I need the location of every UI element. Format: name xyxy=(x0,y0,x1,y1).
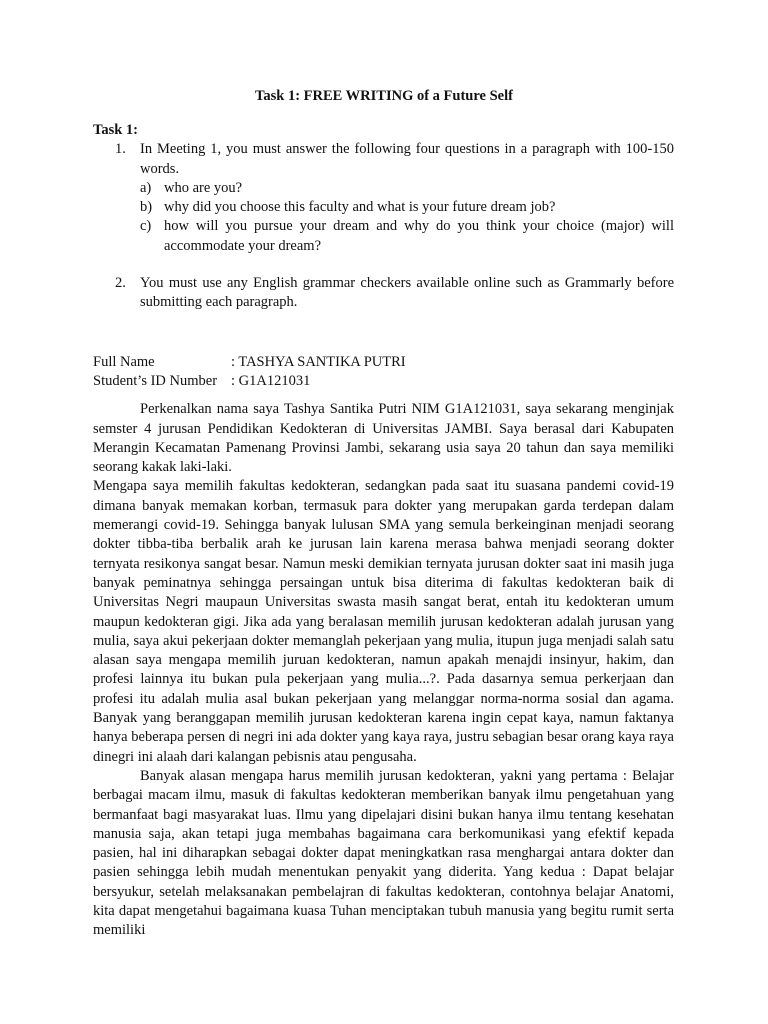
question-item xyxy=(93,198,674,217)
task-heading: Task 1: xyxy=(93,122,139,138)
instruction-number: 2. xyxy=(115,275,126,292)
paragraph-reason: Mengapa saya memilih fakultas kedokteran, sedangkan pada saat itu suasana pandemi covid-19 dimana banyak memakan korban, termasuk para dokter yang merupakan garda terdepan dalam memerangi covid-19. Sehingga banyak lulusan SMA yang semula berkeinginan menjadi seorang dokter tibba-tiba berbalik arah ke jurusan lain karena merasa bahwa menjadi seorang dokter ternyata resikonya sangat besar. Namun meski demikian ternyata jurusan dokter saat ini masih juga banyak peminatnya sehingga persaingan untuk bisa diterima di fakultas kedokteran baik di Universitas Negri maupaun Universitas swasta masih sangat berat, entah itu kedokteran umum maupun kedokteran gigi. Jika ada yang beralasan memilih jurusan kedokteran adalah jurusan yang mulia, saya akui pekerjaan dokter memanglah pekerjaan yang mulia, itupun juga menjadi salah satu alasan saya mengapa memilih juruan kedokteran, namun apakah menajdi insinyur, hakim, dan profesi lainnya itu bukan pula pekerjaan yang mulia...?. Pada dasarnya semua perkerjaan dan profesi itu adalah mulia asal bukan pekerjaan yang melanggar norma-norma sosial dan agama. Banyak yang beranggapan memilih jurusan kedokteran karena ingin cepat kaya, namun faktanya hanya beberapa persen di negri ini ada dokter yang kaya raya, justru sebagian besar orang kaya raya dinegri ini alaah dari kalangan pebisnis atau pengusaha. xyxy=(93,478,674,765)
full-name-label: Full Name xyxy=(93,353,155,370)
student-id-label: Student’s ID Number xyxy=(93,372,218,389)
paragraph-introduction: Perkenalkan nama saya Tashya Santika Putri NIM G1A121031, saya sekarang menginjak semster 4 jurusan Pendidikan Kedokteran di Universitas JAMBI. Saya berasal dari Kabupaten Merangin Kecamatan Pamenang Provinsi Jambi, sekarang usia saya 20 tahun dan saya memiliki seorang kakak laki-laki. xyxy=(93,401,674,476)
student-id-row xyxy=(93,372,674,391)
document-body xyxy=(93,121,674,941)
question-text: why did you choose this faculty and what is your future dream job? xyxy=(164,199,556,216)
paragraph-benefits: Banyak alasan mengapa harus memilih jurusan kedokteran, yakni yang pertama : Belajar berbagai macam ilmu, masuk di fakultas kedokteran memberikan banyak ilmu pengetahuan yang bermanfaat bagi masyarakat luas. Ilmu yang dipelajari disini bukan hanya ilmu tentang kesehatan manusia saja, akan tetapi juga membahas bagaimana cara berkomunikasi yang efektif kepada pasien, hal ini diharapkan sebagai dokter dapat meningkatkan rasa menghargai antara dokter dan pasien sehingga lebih mudah menentukan penyakit yang diderita. Yang kedua : Dapat belajar bersyukur, setelah melaksanakan pembelajran di fakultas kedokteran, contohnya belajar Anatomi, kita dapat mengetahui bagaimana kuasa Tuhan menciptakan tubuh manusia yang begitu rumit serta memiliki xyxy=(93,767,674,939)
instruction-text: In Meeting 1, you must answer the following four questions in a paragraph with 100-150 words. xyxy=(140,141,674,177)
student-id-value: : G1A121031 xyxy=(231,372,311,389)
full-name-row xyxy=(93,353,674,372)
question-letter: a) xyxy=(140,179,152,196)
instruction-list xyxy=(93,140,674,312)
instruction-number: 1. xyxy=(115,141,126,158)
document-title: Task 1: FREE WRITING of a Future Self xyxy=(255,88,513,104)
full-name-value: : TASHYA SANTIKA PUTRI xyxy=(231,353,406,370)
question-letter: b) xyxy=(140,199,153,216)
question-item xyxy=(93,179,674,198)
instruction-text: You must use any English grammar checkers available online such as Grammarly before submitting each paragraph. xyxy=(140,275,674,311)
instruction-item xyxy=(93,140,674,179)
question-item xyxy=(93,217,674,256)
instruction-item xyxy=(93,274,674,313)
question-letter: c) xyxy=(140,218,152,235)
question-text: how will you pursue your dream and why do you think your choice (major) will accommodate your dream? xyxy=(164,218,674,254)
question-text: who are you? xyxy=(164,179,243,196)
